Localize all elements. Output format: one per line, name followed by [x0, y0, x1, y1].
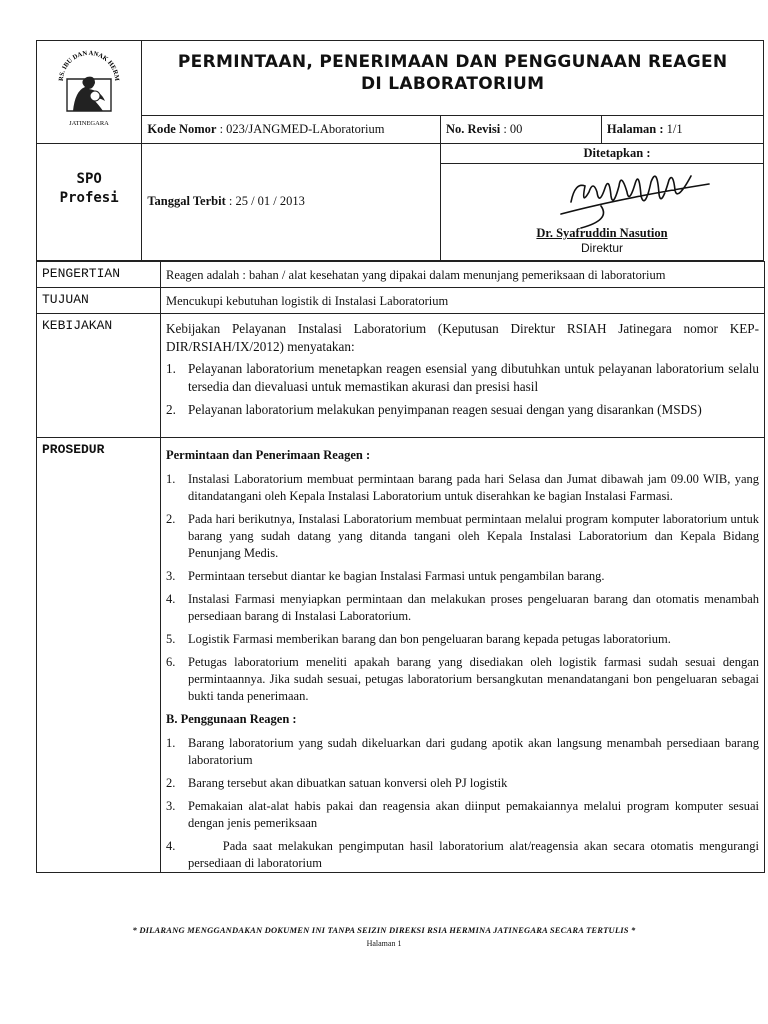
tanggal-terbit-cell	[142, 144, 441, 261]
title-line-2: DI LABORATORIUM	[360, 74, 545, 94]
logo-caption: JATINEGARA	[69, 120, 110, 127]
list-item: 1. Pelayanan laboratorium menetapkan reagen esensial yang dibutuhkan untuk pelayanan laboratorium selalu tersedia dan dievaluasi untuk memastikan akurasi dan presisi hasil	[166, 361, 759, 394]
list-item: 1. Barang laboratorium yang sudah dikeluarkan dari gudang apotik akan langsung menambah persediaan barang laboratorium	[166, 736, 759, 767]
spo-cell	[37, 144, 142, 261]
ditetapkan-label: Ditetapkan :	[441, 144, 763, 164]
row-tujuan	[37, 288, 765, 314]
list-item: 2. Barang tersebut akan dibuatkan satuan konversi oleh PJ logistik	[166, 776, 508, 790]
kode-value: : 023/JANGMED-LAboratorium	[216, 122, 385, 136]
prosedur-body	[161, 438, 765, 873]
spo-line-1: SPO	[76, 171, 102, 187]
ditetapkan-cell	[441, 144, 764, 261]
list-item: 5. Logistik Farmasi memberikan barang dan bon pengeluaran barang kepada petugas laboratorium.	[166, 632, 671, 646]
tanggal-value: : 25 / 01 / 2013	[225, 194, 305, 208]
list-item: 2. Pelayanan laboratorium melakukan penyimpanan reagen sesuai dengan yang disarankan (MSDS)	[166, 402, 702, 417]
svg-text:RS. IBU DAN ANAK HERMINA	[49, 41, 120, 81]
header-table	[36, 40, 764, 261]
prosedur-subheading-b: B. Penggunaan Reagen :	[166, 712, 297, 726]
tujuan-label: TUJUAN	[37, 288, 161, 314]
revisi-value: : 00	[500, 122, 523, 136]
halaman-value: 1/1	[663, 122, 683, 136]
pengertian-label: PENGERTIAN	[37, 262, 161, 288]
prosedur-subheading-a: Permintaan dan Penerimaan Reagen :	[166, 448, 371, 462]
tujuan-text: Mencukupi kebutuhan logistik di Instalasi Laboratorium	[161, 288, 765, 314]
hospital-logo-icon	[49, 41, 129, 133]
document	[36, 40, 764, 873]
prosedur-list-b	[166, 735, 763, 872]
revisi-cell	[441, 116, 602, 144]
kode-label: Kode Nomor	[147, 122, 217, 136]
list-item: 2. Pada hari berikutnya, Instalasi Laboratorium membuat permintaan melalui program komputer laboratorium untuk barang yang sudah datang yang ditanda tangani oleh Kepala Instalasi Laboratorium dan Kepala Bidang Penunjang Medis.	[166, 512, 759, 560]
kebijakan-list	[166, 360, 759, 419]
list-item: 3. Permintaan tersebut diantar ke bagian Instalasi Farmasi untuk pengambilan barang.	[166, 569, 605, 583]
footer-page-number: Halaman 1	[366, 939, 402, 948]
kebijakan-label: KEBIJAKAN	[37, 314, 161, 438]
title-line-1: PERMINTAAN, PENERIMAAN DAN PENGGUNAAN REAGEN	[177, 52, 728, 72]
pengertian-text: Reagen adalah : bahan / alat kesehatan yang dipakai dalam menunjang pemeriksaan di laboratorium	[161, 262, 765, 288]
prosedur-label: PROSEDUR	[37, 438, 161, 873]
list-item: 4. Instalasi Farmasi menyiapkan permintaan dan melakukan proses pengeluaran barang dan otomatis menambah persediaan barang di Instalasi Laboratorium.	[166, 592, 759, 623]
document-title	[142, 41, 764, 116]
list-item: 6. Petugas laboratorium meneliti apakah barang yang disediakan oleh logistik farmasi sudah sesuai dengan permintaannya. Jika sudah sesuai, petugas laboratorium bersangkutan menandatangani bon pengeluaran sebagai bukti tanda penerimaan.	[166, 655, 759, 703]
list-item: 3. Pemakaian alat-alat habis pakai dan reagensia akan diinput pemakaiannya melalui program komputer sesuai dengan jenis pemeriksaan	[166, 799, 759, 830]
prosedur-list-a	[166, 471, 759, 705]
tanggal-label: Tanggal Terbit	[147, 194, 226, 208]
list-item: 4. Pada saat melakukan pengimputan hasil laboratorium alat/reagensia akan secara otomatis mengurangi persediaan di laboratorium	[166, 839, 763, 870]
signer-name: Dr. Syafruddin Nasution	[536, 226, 668, 240]
halaman-label: Halaman :	[606, 122, 664, 136]
signer-title: Direktur	[581, 241, 624, 255]
kode-nomor-cell	[142, 116, 441, 144]
footer-notice: * DILARANG MENGGANDAKAN DOKUMEN INI TANPA SEIZIN DIREKSI RSIA HERMINA JATINEGARA SECARA TERTULIS *	[132, 925, 636, 935]
row-prosedur	[37, 438, 765, 873]
list-item: 1. Instalasi Laboratorium membuat permintaan barang pada hari Selasa dan Jumat dibawah jam 09.00 WIB, yang ditandatangani oleh Kepala Instalasi Laboratorium untuk diserahkan ke bagian Instalasi Farmasi.	[166, 472, 759, 503]
signature-icon	[541, 162, 741, 234]
content-table	[36, 261, 765, 873]
logo-arc-text: RS. IBU DAN ANAK HERM	[58, 49, 121, 82]
logo-cell	[37, 41, 142, 144]
row-kebijakan	[37, 314, 765, 438]
row-pengertian	[37, 262, 765, 288]
halaman-cell	[601, 116, 763, 144]
revisi-label: No. Revisi	[446, 122, 501, 136]
kebijakan-body	[161, 314, 765, 438]
spo-line-2: Profesi	[59, 190, 119, 206]
kebijakan-intro: Kebijakan Pelayanan Instalasi Laboratorium (Keputusan Direktur RSIAH Jatinegara nomor KEP-DIR/RSIAH/IX/2012) menyatakan:	[166, 321, 759, 354]
